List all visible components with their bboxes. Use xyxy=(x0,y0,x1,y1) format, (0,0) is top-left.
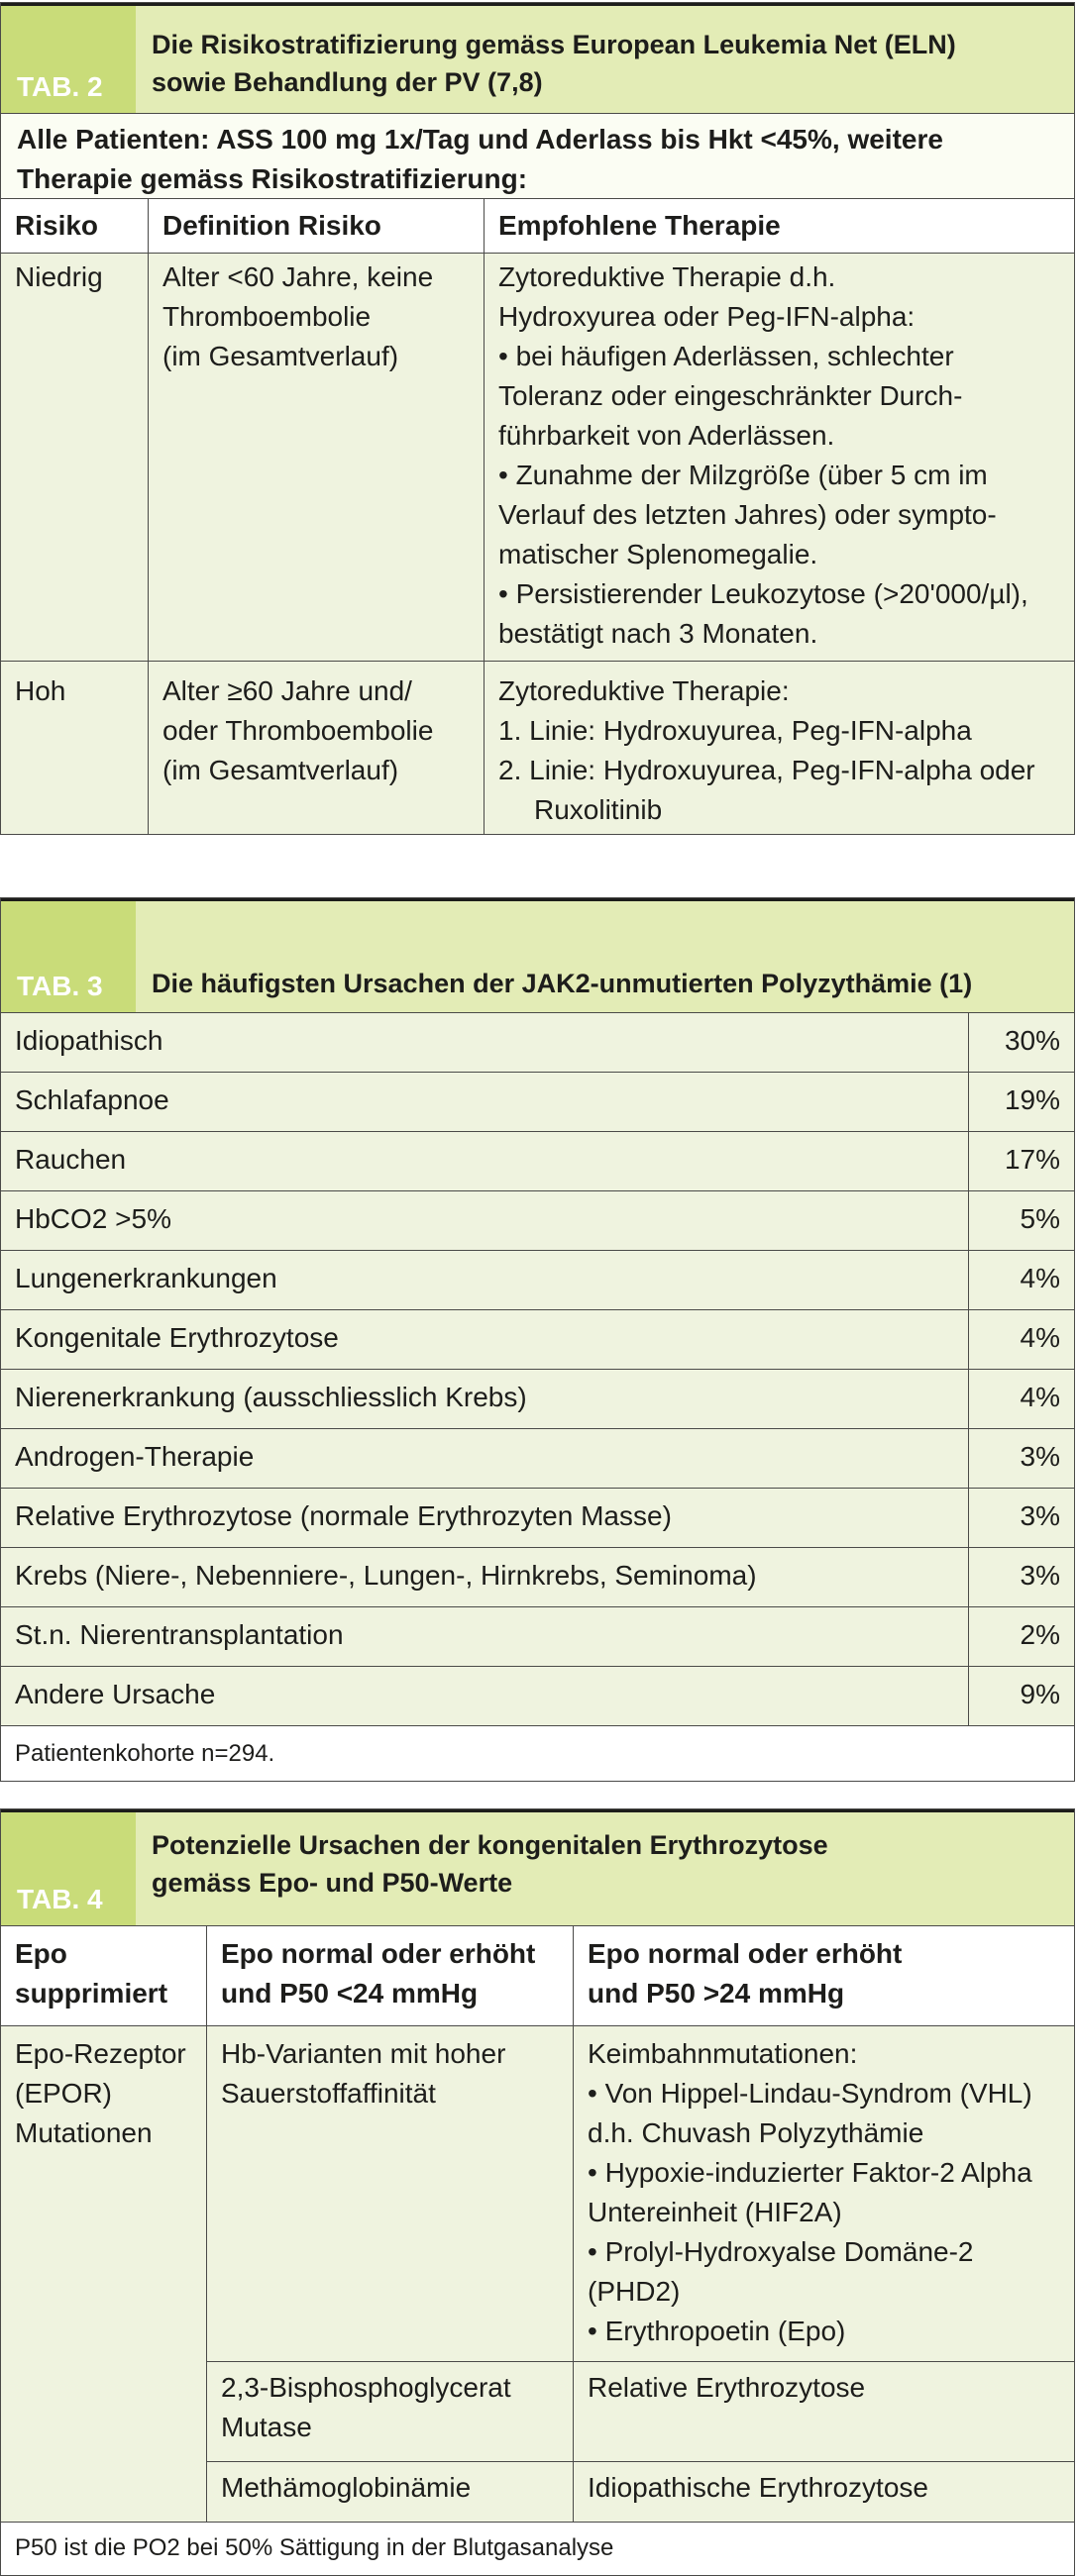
table-row xyxy=(1,1606,1074,1666)
table-4-footnote: P50 ist die PO2 bei 50% Sättigung in der Blutgasanalyse xyxy=(1,2522,1074,2575)
table-4-tag: TAB. 4 xyxy=(1,1812,136,1925)
table-2 xyxy=(0,2,1075,835)
table-4-header xyxy=(1,1809,1074,1925)
risk-cell: Hoh xyxy=(1,662,148,834)
cause-cell: Andere Ursache xyxy=(1,1667,968,1725)
table-4-column-headers xyxy=(1,1925,1074,2025)
definition-cell: Alter ≥60 Jahre und/ oder Thromboembolie (im Gesamtverlauf) xyxy=(148,662,484,834)
percent-cell: 17% xyxy=(968,1132,1074,1190)
percent-cell: 30% xyxy=(968,1013,1074,1072)
table-2-header xyxy=(1,3,1074,113)
percent-cell: 4% xyxy=(968,1251,1074,1309)
p50-low-cell: 2,3-Bisphosphoglycerat Mutase xyxy=(207,2362,573,2461)
p50-high-cell: Relative Erythrozytose xyxy=(573,2362,1074,2461)
table-row xyxy=(207,2026,1074,2361)
table-row xyxy=(207,2461,1074,2522)
table-row xyxy=(1,1190,1074,1250)
cause-cell: Krebs (Niere-, Nebenniere-, Lungen-, Hirnkrebs, Seminoma) xyxy=(1,1548,968,1606)
table-row xyxy=(1,1131,1074,1190)
cause-cell: Lungenerkrankungen xyxy=(1,1251,968,1309)
table-3-title: Die häufigsten Ursachen der JAK2-unmutierten Polyzythämie (1) xyxy=(136,901,1074,1012)
table-row xyxy=(1,1012,1074,1072)
table-3-header xyxy=(1,898,1074,1012)
cause-cell: Kongenitale Erythrozytose xyxy=(1,1310,968,1369)
cause-cell: Idiopathisch xyxy=(1,1013,968,1072)
cause-cell: Nierenerkrankung (ausschliesslich Krebs) xyxy=(1,1370,968,1428)
table-row xyxy=(1,1250,1074,1309)
table-3 xyxy=(0,897,1075,1782)
cause-cell: Androgen-Therapie xyxy=(1,1429,968,1488)
percent-cell: 9% xyxy=(968,1667,1074,1725)
header-risiko: Risiko xyxy=(1,199,148,253)
table-3-tag: TAB. 3 xyxy=(1,901,136,1012)
table-2-tag: TAB. 2 xyxy=(1,6,136,113)
percent-cell: 2% xyxy=(968,1607,1074,1666)
table-4-title: Potenzielle Ursachen der kongenitalen Erythrozytose gemäss Epo- und P50-Werte xyxy=(136,1812,1074,1925)
table-row xyxy=(1,1488,1074,1547)
table-row xyxy=(1,1547,1074,1606)
table-2-column-headers xyxy=(1,198,1074,253)
percent-cell: 5% xyxy=(968,1191,1074,1250)
table-row xyxy=(1,1072,1074,1131)
percent-cell: 4% xyxy=(968,1370,1074,1428)
header-epo-supprimiert: Epo supprimiert xyxy=(1,1926,206,2025)
table-3-rows xyxy=(1,1012,1074,1725)
percent-cell: 19% xyxy=(968,1073,1074,1131)
table-row xyxy=(1,1309,1074,1369)
percent-cell: 4% xyxy=(968,1310,1074,1369)
header-definition: Definition Risiko xyxy=(148,199,484,253)
therapy-cell: Zytoreduktive Therapie d.h. Hydroxyurea oder Peg-IFN-alpha: • bei häufigen Aderlässen, schlechter Toleranz oder eingeschränkter Durch-führbarkeit von Aderlässen. • Zunahme der Milzgröße (über 5 cm im Verlauf des letzten Jahres) oder sympto-matischer Splenomegalie. • Persistierender Leukozytose (>20'000/µl), bestätigt nach 3 Monaten. xyxy=(484,254,1074,661)
cause-cell: Schlafapnoe xyxy=(1,1073,968,1131)
table-3-footnote: Patientenkohorte n=294. xyxy=(1,1725,1074,1781)
table-4-body xyxy=(1,2025,1074,2522)
cause-cell: Relative Erythrozytose (normale Erythrozyten Masse) xyxy=(1,1489,968,1547)
table-row xyxy=(1,253,1074,661)
table-row xyxy=(1,1666,1074,1725)
table-row xyxy=(1,1369,1074,1428)
header-p50-low: Epo normal oder erhöht und P50 <24 mmHg xyxy=(206,1926,573,2025)
cause-cell: St.n. Nierentransplantation xyxy=(1,1607,968,1666)
therapy-cell: Zytoreduktive Therapie: 1. Linie: Hydroxuyurea, Peg-IFN-alpha 2. Linie: Hydroxuyurea, Peg-IFN-alpha oder Ruxolitinib xyxy=(484,662,1074,834)
cause-cell: Rauchen xyxy=(1,1132,968,1190)
table-4-subrows xyxy=(206,2026,1074,2522)
definition-cell: Alter <60 Jahre, keine Thromboembolie (im Gesamtverlauf) xyxy=(148,254,484,661)
p50-low-cell: Hb-Varianten mit hoher Sauerstoffaffinität xyxy=(207,2026,573,2361)
table-row xyxy=(207,2361,1074,2461)
percent-cell: 3% xyxy=(968,1489,1074,1547)
risk-cell: Niedrig xyxy=(1,254,148,661)
cause-cell: HbCO2 >5% xyxy=(1,1191,968,1250)
p50-high-cell: Idiopathische Erythrozytose xyxy=(573,2462,1074,2522)
epor-cell: Epo-Rezeptor (EPOR) Mutationen xyxy=(1,2026,206,2522)
header-p50-high: Epo normal oder erhöht und P50 >24 mmHg xyxy=(573,1926,1074,2025)
header-therapie: Empfohlene Therapie xyxy=(484,199,1074,253)
p50-low-cell: Methämoglobinämie xyxy=(207,2462,573,2522)
table-row xyxy=(1,1428,1074,1488)
percent-cell: 3% xyxy=(968,1548,1074,1606)
table-row xyxy=(1,661,1074,834)
p50-high-cell: Keimbahnmutationen: • Von Hippel-Lindau-Syndrom (VHL) d.h. Chuvash Polyzythämie • Hypoxie-induzierter Faktor-2 Alpha Untereinheit (HIF2A) • Prolyl-Hydroxyalse Domäne-2 (PHD2) • Erythropoetin (Epo) xyxy=(573,2026,1074,2361)
percent-cell: 3% xyxy=(968,1429,1074,1488)
table-2-title: Die Risikostratifizierung gemäss European Leukemia Net (ELN) sowie Behandlung der PV (7,8) xyxy=(136,6,1074,113)
table-4 xyxy=(0,1808,1075,2576)
table-2-intro: Alle Patienten: ASS 100 mg 1x/Tag und Aderlass bis Hkt <45%, weitere Therapie gemäss Risikostratifizierung: xyxy=(1,113,1074,198)
